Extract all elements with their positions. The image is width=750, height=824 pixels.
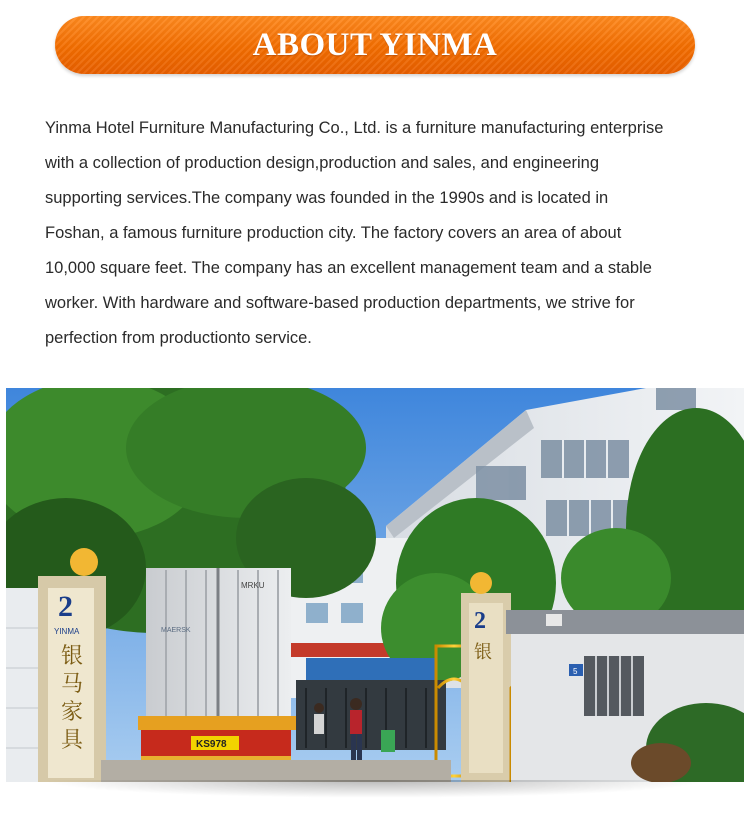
photo-shadow (40, 780, 710, 798)
section-title: ABOUT YINMA (252, 26, 498, 63)
company-introduction: Yinma Hotel Furniture Manufacturing Co., Ltd. is a furniture manufacturing enterprise with a collection of production design,production and sales, and engineering supporting services.The company was founded in the 1990s and is located in Foshan, a famous furniture production city. The factory covers an area of about 10,000 square feet. The company has an excellent management team and a stable worker. With hardware and software-based production departments, we strive for perfection from productionto service. (45, 119, 664, 347)
yinma-logo-mark: 2 (58, 590, 73, 623)
gate-sign-char-4: 具 (61, 728, 84, 753)
container-logo: MAERSK (161, 627, 191, 634)
license-plate: KS978 (196, 739, 227, 750)
gate-sign-char-2: 马 (61, 672, 84, 697)
factory-photo (6, 388, 744, 782)
gate-sign-logo: YINMA (54, 627, 80, 636)
gate-sign-char-1: 银 (61, 644, 84, 669)
container-code: MRKU (241, 581, 265, 590)
gate-sign-char-3: 家 (61, 700, 84, 725)
svg-text:2: 2 (474, 608, 486, 634)
svg-text:银: 银 (474, 642, 492, 663)
title-banner (55, 16, 695, 74)
factory-gate-scene (6, 388, 744, 782)
house-number: 5 (573, 667, 578, 676)
